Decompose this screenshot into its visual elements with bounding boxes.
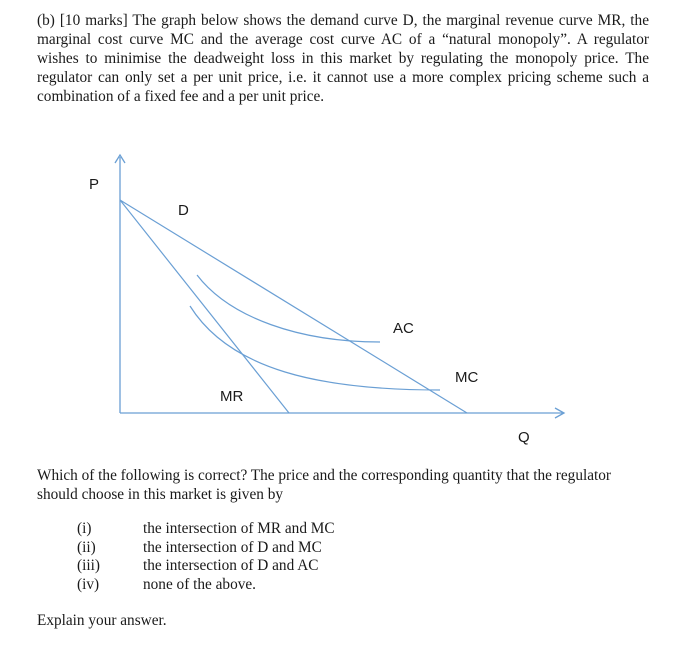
options-list <box>77 520 335 594</box>
price-axis-label: P <box>89 176 100 193</box>
quantity-axis-label: Q <box>518 429 530 446</box>
demand-curve <box>120 200 467 413</box>
option-text: the intersection of D and MC <box>143 538 322 556</box>
option-text: the intersection of D and AC <box>143 557 319 575</box>
option-text: none of the above. <box>143 575 256 593</box>
option-number: (ii) <box>77 538 96 556</box>
option-number: (iv) <box>77 575 100 593</box>
demand-label: D <box>178 202 189 219</box>
option-item <box>77 520 335 539</box>
mr-label: MR <box>220 388 244 405</box>
question-intro: (b) [10 marks] The graph below shows the demand curve D, the marginal revenue curve MR, the marginal cost curve MC and the average cost curve AC of a “natural monopoly”. A regulator wishes to minimise the deadweight loss in this market by regulating the monopoly price. The regulator can only set a per unit price, i.e. it cannot use a more complex pricing scheme such a combination of a fixed fee and a per unit price. <box>37 12 649 105</box>
explain-instruction: Explain your answer. <box>37 612 167 629</box>
option-number: (i) <box>77 520 92 537</box>
axes <box>115 155 564 418</box>
option-item <box>77 576 335 595</box>
option-item <box>77 557 335 576</box>
mc-label: MC <box>455 369 479 386</box>
option-number: (iii) <box>77 557 100 575</box>
ac-label: AC <box>393 320 414 337</box>
option-text: the intersection of MR and MC <box>143 520 335 537</box>
marginal-revenue-curve <box>120 200 289 413</box>
question-text: Which of the following is correct? The price and the corresponding quantity that the regulator should choose in this market is given by <box>37 467 612 503</box>
marginal-cost-curve <box>190 306 440 390</box>
option-item <box>77 539 335 558</box>
